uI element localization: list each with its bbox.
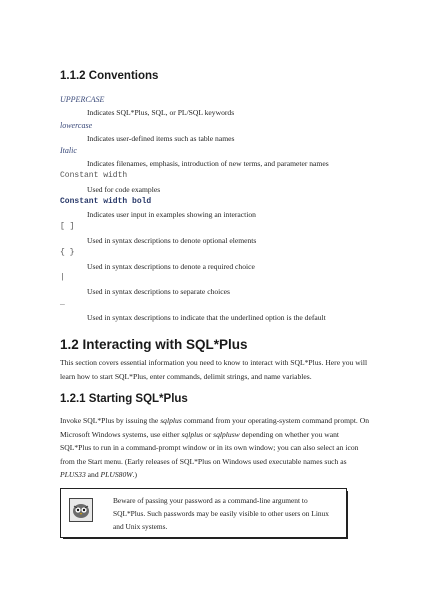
plus80w-exec: PLUS80W bbox=[100, 470, 133, 479]
starting-text-3: or bbox=[203, 429, 214, 439]
starting-text-1: Invoke SQL*Plus by issuing the bbox=[60, 416, 161, 425]
term-constant-width-bold: Constant width bold bbox=[60, 197, 152, 206]
starting-heading: 1.2.1 Starting SQL*Plus bbox=[60, 393, 188, 405]
term-constant-width: Constant width bbox=[60, 171, 128, 180]
desc-lowercase: Indicates user-defined items such as table names bbox=[87, 134, 235, 143]
desc-braces: Used in syntax descriptions to denote a required choice bbox=[87, 262, 255, 271]
term-underscore: _ bbox=[60, 298, 65, 307]
starting-text-2: command from your operating-system command prompt. On Microsoft Windows systems, use either bbox=[60, 416, 370, 439]
desc-constant-width: Used for code examples bbox=[87, 185, 161, 194]
sqlplusw-exec: sqlplusw bbox=[213, 429, 240, 439]
interacting-heading: 1.2 Interacting with SQL*Plus bbox=[60, 337, 248, 352]
desc-uppercase: Indicates SQL*Plus, SQL, or PL/SQL keywords bbox=[87, 108, 235, 117]
starting-paragraph bbox=[60, 414, 370, 482]
conventions-heading: 1.1.2 Conventions bbox=[60, 70, 159, 82]
plus33-exec: PLUS33 bbox=[60, 470, 86, 479]
starting-text-5: and bbox=[85, 470, 101, 479]
interacting-intro: This section covers essential information you need to know to interact with SQL*Plus. Here you will learn how to start SQL*Plus, enter commands, delimit strings, and name variables. bbox=[60, 358, 368, 381]
owl-caution-icon bbox=[69, 498, 93, 522]
caution-note bbox=[60, 488, 347, 538]
sqlplus-exec: sqlplus bbox=[181, 429, 203, 439]
starting-text-4: depending on whether you want SQL*Plus to run in a command-prompt window or in its own window; you can also select an icon from the Start menu. (Early releases of SQL*Plus on Windows used executable names such as bbox=[60, 429, 359, 466]
term-braces: { } bbox=[60, 248, 75, 257]
term-uppercase: UPPERCASE bbox=[60, 95, 105, 104]
desc-pipe: Used in syntax descriptions to separate choices bbox=[87, 287, 230, 296]
caution-note-text: Beware of passing your password as a command-line argument to SQL*Plus. Such passwords may be easily visible to other users on Linux and Unix systems. bbox=[113, 496, 329, 531]
term-pipe: | bbox=[60, 273, 65, 282]
desc-underscore: Used in syntax descriptions to indicate that the underlined option is the default bbox=[87, 313, 326, 322]
desc-constant-width-bold: Indicates user input in examples showing an interaction bbox=[87, 210, 256, 219]
term-brackets: [ ] bbox=[60, 222, 75, 231]
desc-brackets: Used in syntax descriptions to denote optional elements bbox=[87, 236, 257, 245]
desc-italic: Indicates filenames, emphasis, introduction of new terms, and parameter names bbox=[87, 159, 329, 168]
term-italic: Italic bbox=[60, 146, 77, 155]
starting-text-6: .) bbox=[132, 470, 138, 479]
term-lowercase: lowercase bbox=[60, 121, 93, 130]
sqlplus-command: sqlplus bbox=[160, 416, 182, 425]
